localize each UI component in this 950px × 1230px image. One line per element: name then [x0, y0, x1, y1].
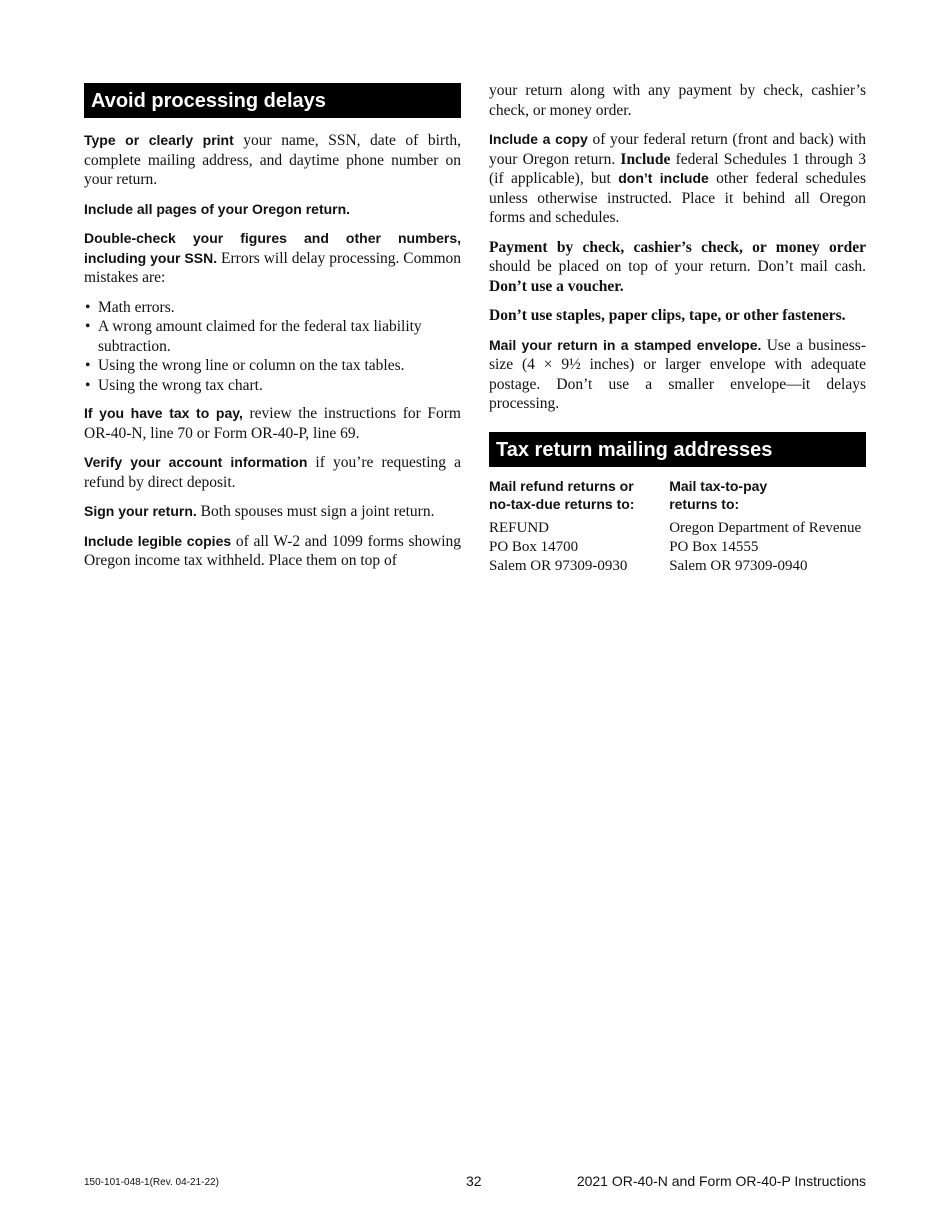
tax-to-pay-address [669, 477, 866, 576]
paragraph-legible-copies: Include legible copies of all W-2 and 1099 forms showing Oregon income tax withheld. Place them on top of [84, 532, 461, 569]
refund-address [489, 477, 650, 576]
address-line: REFUND [489, 519, 550, 536]
paragraph-mail-envelope: Mail your return in a stamped envelope. Use a business-size (4 × 9½ inches) or larger envelope with adequate postage. Don’t use a smaller envelope—it delays processing. [489, 336, 866, 412]
paragraph-no-staples: Don’t use staples, paper clips, tape, or other fasteners. [489, 307, 846, 324]
paragraph-verify-account: Verify your account information if you’re requesting a refund by direct deposit. [84, 454, 461, 491]
page-number: 32 [466, 1173, 482, 1189]
paragraph-continued: your return along with any payment by check, cashier’s check, or money order. [489, 82, 866, 119]
address-line: Salem OR 97309-0940 [669, 557, 808, 574]
paragraph-sign-return: Sign your return. Both spouses must sign a joint return. [84, 503, 435, 520]
paragraph-include-pages: Include all pages of your Oregon return. [84, 200, 351, 217]
right-column [489, 81, 866, 576]
paragraph-include-copy: Include a copy of your federal return (front and back) with your Oregon return. Include federal Schedules 1 through 3 (if applicable), but don’t include other federal schedules unless otherwise instructed. Place it behind all Oregon forms and schedules. [489, 131, 867, 226]
address-line: PO Box 14700 [489, 538, 579, 555]
paragraph-tax-to-pay: If you have tax to pay, review the instructions for Form OR-40-N, line 70 or Form OR-40-P, line 69. [84, 405, 461, 442]
paragraph-payment: Payment by check, cashier’s check, or money order should be placed on top of your return. Don’t mail cash. Don’t use a voucher. [489, 238, 866, 295]
paragraph-type-print: Type or clearly print your name, SSN, date of birth, complete mailing address, and daytime phone number on your return. [84, 132, 462, 188]
tax-to-pay-address-label: Mail tax-to-pay returns to: [669, 477, 768, 512]
address-line: Oregon Department of Revenue [669, 519, 862, 536]
form-number: 150-101-048-1(Rev. 04-21-22) [84, 1177, 219, 1188]
mailing-addresses [489, 477, 866, 576]
list-item: • Using the wrong tax chart. [84, 376, 461, 396]
address-line: PO Box 14555 [669, 538, 759, 555]
list-item: • Using the wrong line or column on the tax tables. [84, 356, 461, 376]
page-footer [84, 1172, 866, 1192]
list-item: • Math errors. [84, 298, 461, 318]
address-line: Salem OR 97309-0930 [489, 557, 628, 574]
common-mistakes-list [84, 298, 461, 396]
paragraph-double-check: Double-check your figures and other numbers, including your SSN. Errors will delay processing. Common mistakes are: [84, 230, 461, 286]
section-heading-mailing-addresses: Tax return mailing addresses [489, 432, 866, 467]
list-item: • A wrong amount claimed for the federal tax liability subtraction. [84, 317, 461, 356]
document-title: 2021 OR-40-N and Form OR-40-P Instructions [576, 1173, 866, 1189]
refund-address-label: Mail refund returns or no-tax-due returns to: [489, 477, 635, 512]
section-heading-avoid-delays: Avoid processing delays [84, 83, 461, 118]
left-column [84, 83, 461, 581]
